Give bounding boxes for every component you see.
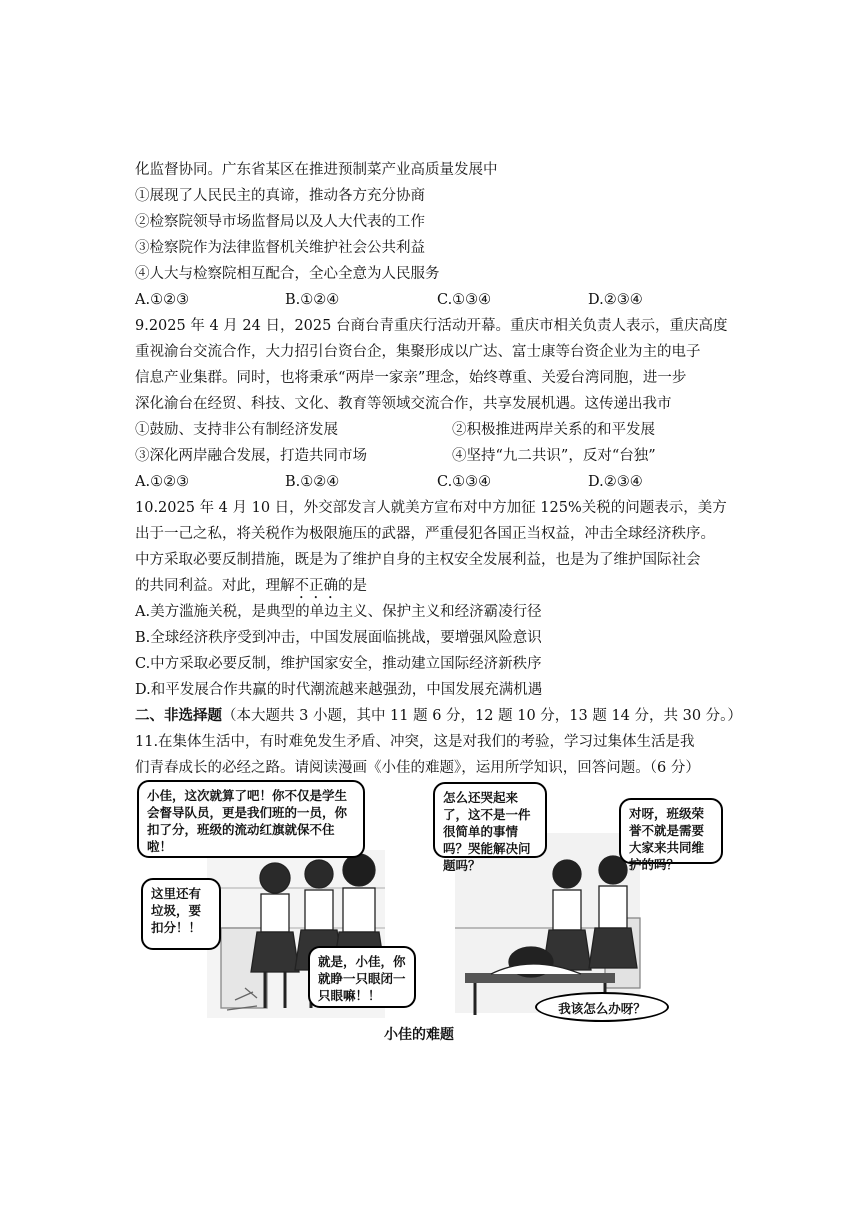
speech-bubble-4: 怎么还哭起来了，这不是一件很简单的事情吗？哭能解决问题吗？ — [433, 782, 547, 858]
q8-option-c: C.①③④ — [437, 292, 492, 308]
q10-line-4-tail: 的是 — [338, 578, 367, 594]
speech-bubble-5: 对呀，班级荣誉不就是需要大家来共同维护的吗？ — [619, 798, 723, 864]
comic-xiaojia — [135, 778, 735, 1018]
q11-line-1: 11.在集体生活中，有时难免发生矛盾、冲突，这是对我们的考验，学习过集体生活是我 — [135, 734, 695, 750]
q8-option-a: A.①②③ — [135, 292, 190, 308]
q8-option-b: B.①②④ — [285, 292, 340, 308]
q8-option-d: D.②③④ — [588, 292, 643, 308]
comic-panel-right — [455, 833, 640, 1015]
speech-bubble-2: 这里还有垃圾，要扣分！！ — [141, 878, 221, 950]
q8-item-1: ①展现了人民民主的真谛，推动各方充分协商 — [135, 188, 425, 204]
q10-option-c: C.中方采取必要反制，维护国家安全，推动建立国际经济新秩序 — [135, 656, 542, 672]
q9-item-2: ②积极推进两岸关系的和平发展 — [452, 422, 655, 438]
q9-option-a: A.①②③ — [135, 474, 190, 490]
q8-stem-line: 化监督协同。广东省某区在推进预制菜产业高质量发展中 — [135, 162, 498, 178]
q10-option-a: A.美方滥施关税，是典型的单边主义、保护主义和经济霸凌行径 — [135, 604, 542, 620]
q8-item-3: ③检察院作为法律监督机关维护社会公共利益 — [135, 240, 425, 256]
thought-bubble: 我该怎么办呀？ — [535, 992, 669, 1022]
q9-line-4: 深化渝台在经贸、科技、文化、教育等领域交流合作，共享发展机遇。这传递出我市 — [135, 396, 672, 412]
q10-line-4-head: 的共同利益。对此，理解 — [135, 578, 295, 594]
q10-line-2: 出于一己之私，将关税作为极限施压的武器，严重侵犯各国正当权益，冲击全球经济秩序。 — [135, 526, 715, 542]
q10-option-b: B.全球经济秩序受到冲击，中国发展面临挑战，要增强风险意识 — [135, 630, 542, 646]
q9-option-d: D.②③④ — [588, 474, 643, 490]
q9-line-2: 重视渝台交流合作，大力招引台资台企，集聚形成以广达、富士康等台资企业为主的电子 — [135, 344, 701, 360]
q10-line-3: 中方采取必要反制措施，既是为了维护自身的主权安全发展利益，也是为了维护国际社会 — [135, 552, 701, 568]
q11-line-2: 们青春成长的必经之路。请阅读漫画《小佳的难题》，运用所学知识，回答问题。（6 分） — [135, 760, 700, 776]
q10-line-4 — [135, 575, 735, 602]
q9-item-4: ④坚持“九二共识”，反对“台独” — [452, 448, 656, 464]
section2-header — [135, 705, 742, 727]
section2-note: （本大题共 3 小题，其中 11 题 6 分，12 题 10 分，13 题 14 分，共 30 分。） — [222, 708, 742, 724]
speech-bubble-3: 就是，小佳，你就睁一只眼闭一只眼嘛！！ — [308, 946, 416, 1008]
comic-caption: 小佳的难题 — [384, 1027, 454, 1043]
speech-bubble-1: 小佳，这次就算了吧！你不仅是学生会督导队员，更是我们班的一员，你扣了分，班级的流动红旗就保不住啦！ — [137, 780, 365, 858]
q9-item-1: ①鼓励、支持非公有制经济发展 — [135, 422, 338, 438]
q9-line-3: 信息产业集群。同时，也将秉承“两岸一家亲”理念，始终尊重、关爱台湾同胞，进一步 — [135, 370, 687, 386]
section2-title: 二、非选择题 — [135, 707, 222, 724]
q10-emphasis: 不正确 — [294, 578, 338, 594]
q8-item-4: ④人大与检察院相互配合，全心全意为人民服务 — [135, 266, 440, 282]
q8-item-2: ②检察院领导市场监督局以及人大代表的工作 — [135, 214, 425, 230]
q9-line-1: 9.2025 年 4 月 24 日，2025 台商台青重庆行活动开幕。重庆市相关负责人表示，重庆高度 — [135, 318, 728, 334]
q10-line-1: 10.2025 年 4 月 10 日，外交部发言人就美方宣布对中方加征 125%关税的问题表示，美方 — [135, 500, 727, 516]
q9-option-c: C.①③④ — [437, 474, 492, 490]
q10-option-d: D.和平发展合作共赢的时代潮流越来越强劲，中国发展充满机遇 — [135, 682, 543, 698]
q9-option-b: B.①②④ — [285, 474, 340, 490]
q9-item-3: ③深化两岸融合发展，打造共同市场 — [135, 448, 367, 464]
